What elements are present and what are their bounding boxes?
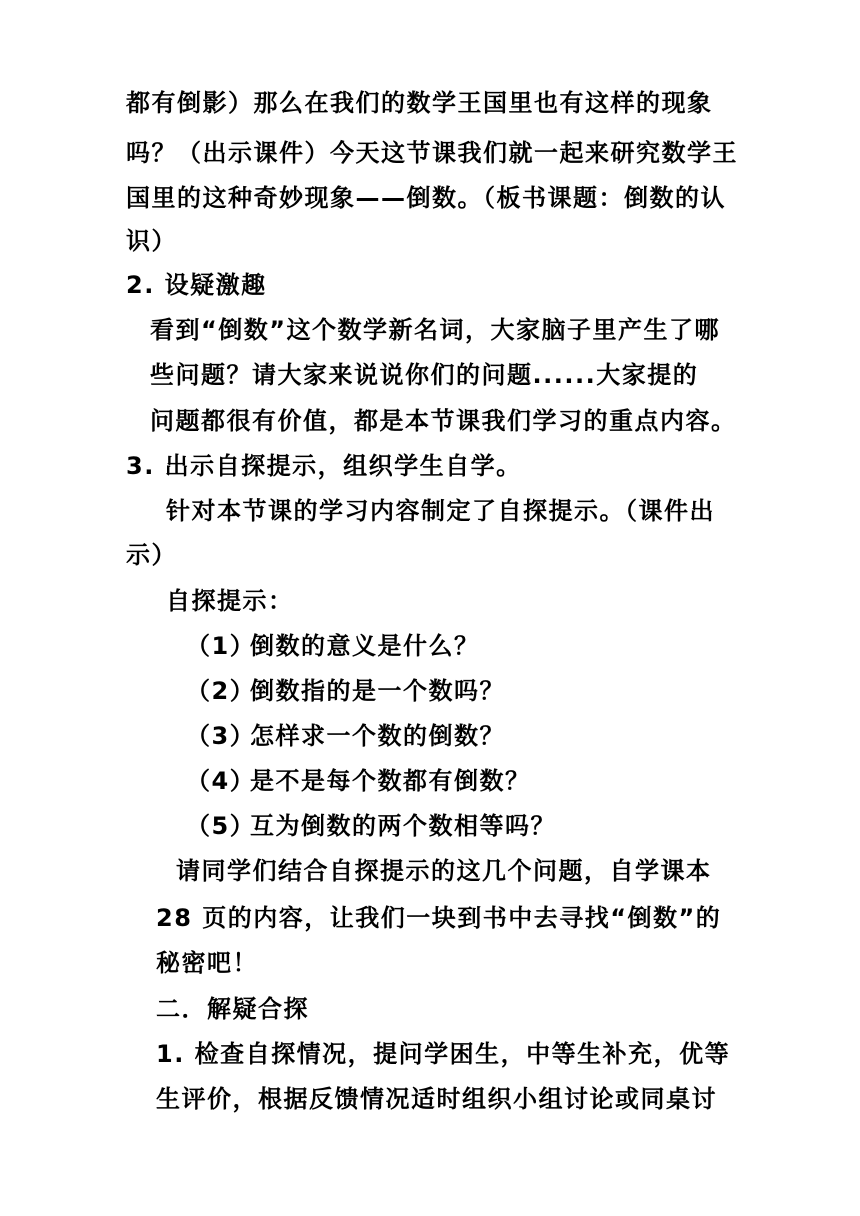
text-line: 28 页的内容，让我们一块到书中去寻找“倒数”的 <box>156 904 722 932</box>
text-line: 生评价，根据反馈情况适时组织小组讨论或同桌讨 <box>156 1085 717 1113</box>
prompt-item <box>186 676 505 706</box>
prompt-number: （4） <box>186 767 256 795</box>
prompt-text: 怎样求一个数的倒数？ <box>250 722 505 750</box>
prompt-text: 是不是每个数都有倒数？ <box>250 767 531 795</box>
text-line: 吗？（出示课件）今天这节课我们就一起来研究数学王 <box>126 139 738 167</box>
prompt-heading: 自探提示： <box>166 587 294 615</box>
prompt-item <box>186 766 531 796</box>
prompt-item <box>186 631 480 661</box>
text-line: 请同学们结合自探提示的这几个问题，自学课本 <box>176 857 712 885</box>
prompt-text: 倒数的意义是什么？ <box>250 632 480 660</box>
text-line: 1. 检查自探情况，提问学困生，中等生补充，优等 <box>156 1040 731 1068</box>
text-line: 看到“倒数”这个数学新名词，大家脑子里产生了哪 <box>150 316 721 344</box>
text-line: 国里的这种奇妙现象——倒数。（板书课题：倒数的认 <box>126 184 726 212</box>
prompt-number: （3） <box>186 722 256 750</box>
text-line: 都有倒影）那么在我们的数学王国里也有这样的现象 <box>126 89 713 117</box>
prompt-text: 互为倒数的两个数相等吗？ <box>250 812 556 840</box>
prompt-number: （1） <box>186 632 256 660</box>
section-heading: 二．解疑合探 <box>156 995 309 1023</box>
text-line: 些问题？请大家来说说你们的问题......大家提的 <box>150 361 699 389</box>
text-line: 针对本节课的学习内容制定了自探提示。（课件出 <box>166 497 715 525</box>
text-line: 识） <box>126 227 177 255</box>
prompt-item <box>186 811 556 841</box>
prompt-text: 倒数指的是一个数吗？ <box>250 677 505 705</box>
prompt-number: （5） <box>186 812 256 840</box>
prompt-number: （2） <box>186 677 256 705</box>
text-line: 秘密吧！ <box>156 949 258 977</box>
section-heading: 3. 出示自探提示，组织学生自学。 <box>126 452 522 480</box>
text-line: 问题都很有价值，都是本节课我们学习的重点内容。 <box>150 407 737 435</box>
prompt-item <box>186 721 505 751</box>
text-line: 示） <box>126 541 177 569</box>
section-heading: 2. 设疑激趣 <box>126 271 267 299</box>
